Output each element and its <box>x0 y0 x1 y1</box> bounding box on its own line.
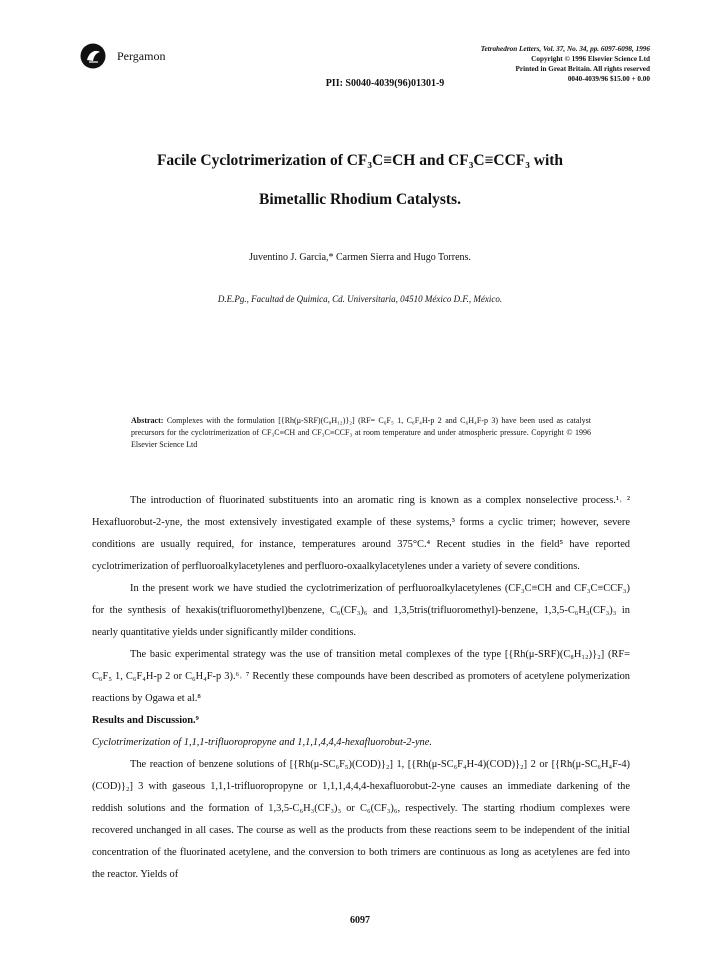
pii-text: PII: S0040-4039(96)01301-9 <box>325 78 445 89</box>
section-heading: Results and Discussion.⁹ <box>92 715 199 726</box>
affiliation: D.E.Pg., Facultad de Quimica, Cd. Universitaria, 04510 México D.F., México. <box>217 294 503 304</box>
publisher-name: Pergamon <box>117 49 166 63</box>
title-line-2: Bimetallic Rhodium Catalysts. <box>259 191 461 208</box>
subsection-heading: Cyclotrimerization of 1,1,1-trifluoropropyne and 1,1,1,4,4,4-hexafluorobut-2-yne. <box>92 737 432 748</box>
article-body <box>92 490 630 886</box>
paragraph-4: The reaction of benzene solutions of [{Rh(μ-SC₆F₅)(COD)}₂] 1, [{Rh(μ-SC₆F₄H-4)(COD)}₂] 2 or [{Rh(μ-SC₆H₄F-4)(COD)}₂] 3 with gaseous 1,1,1-trifluoropropyne or 1,1,1,4,4,4-hexafluorobut-2-yne causes an immediate darkening of the reddish solutions and the formation of 1,3,5-C₆H₃(CF₃)₃ or C₆(CF₃)₆, respectively. The starting rhodium complexes were recovered unchanged in all cases. The course as well as the products from these reactions seem to be independent of the initial concentration of the fluorinated acetylene, and the conversion to both trimers are continuous as long as acetylenes are fed into the reactor. Yields of <box>92 759 630 880</box>
journal-line: Tetrahedron Letters, Vol. 37, No. 34, pp. 6097-6098, 1996 <box>480 45 650 53</box>
paragraph-1: The introduction of fluorinated substituents into an aromatic ring is known as a complex nonselective process.¹˒ ² Hexafluorobut-2-yne, the most extensively investigated example of these systems,³ forms a cyclic trimer; however, severe conditions are usually required, for instance, temperatures around 375°C.⁴ Recent studies in the field⁵ have reported cyclotrimerization of perfluoroalkylacetylenes and perfluoro-oxaalkylacetylenes under a variety of severe conditions. <box>92 495 630 572</box>
page-number: 6097 <box>350 915 370 926</box>
abstract-label: Abstract: <box>131 416 164 425</box>
title-line-1: Facile Cyclotrimerization of CF₃C≡CH and CF₃C≡CCF₃ with <box>156 152 564 169</box>
pii-line <box>0 78 720 89</box>
printed-line: Printed in Great Britain. All rights reserved <box>515 65 650 73</box>
paragraph-2: In the present work we have studied the cyclotrimerization of perfluoroalkylacetylenes (CF₃C≡CH and CF₃C≡CCF₃) for the synthesis of hexakis(trifluoromethyl)benzene, C₆(CF₃)₆ and 1,3,5tris(trifluoromethyl)-benzene, 1,3,5-C₆H₃(CF₃)₃ in nearly quantitative yields under significantly milder conditions. <box>92 583 630 638</box>
paragraph-3: The basic experimental strategy was the use of transition metal complexes of the type [{Rh(μ-SRF)(C₈H₁₂)}₂] (RF= C₆F₅ 1, C₆F₄H-p 2 or C₆H₄F-p 3).⁶˒ ⁷ Recently these compounds have been described as promoters of acetylene polymerization reactions by Ogawa et al.⁸ <box>92 649 630 704</box>
abstract <box>131 415 591 450</box>
abstract-text: Complexes with the formulation [{Rh(μ-SRF)(C₈H₁₂)}₂] (RF= C₆F₅ 1, C₆F₄H-p 2 and C₆H₄F-p 3) have been used as catalyst precursors for the cyclotrimerization of CF₃C≡CH and CF₃C≡CCF₃ at room temperature and under atmospheric pressure. Copyright © 1996 Elsevier Science Ltd <box>131 416 591 449</box>
pergamon-logo <box>80 43 106 69</box>
copyright-line: Copyright © 1996 Elsevier Science Ltd <box>531 55 650 63</box>
authors: Juventino J. Garcia,* Carmen Sierra and Hugo Torrens. <box>249 252 471 263</box>
price-line: 0040-4039/96 $15.00 + 0.00 <box>567 75 650 83</box>
